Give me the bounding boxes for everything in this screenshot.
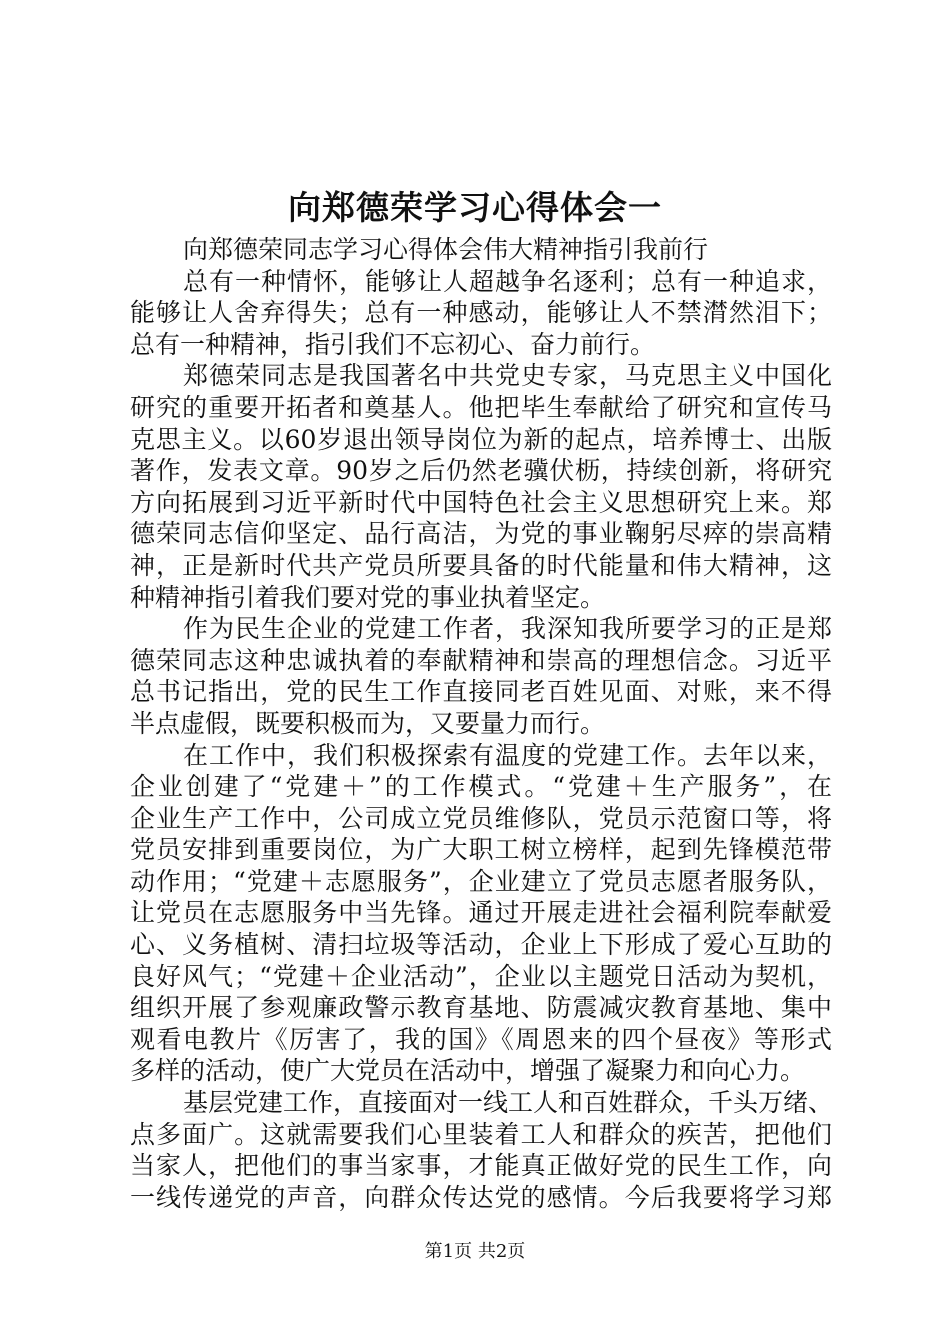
body-line: 党员安排到重要岗位，为广大职工树立榜样，起到先锋模范带 [130,835,832,865]
body-line: 心、义务植树、清扫垃圾等活动，企业上下形成了爱心互助的 [130,930,832,960]
body-line: 组织开展了参观廉政警示教育基地、防震减灾教育基地、集中 [130,993,832,1023]
body-line: 作为民生企业的党建工作者，我深知我所要学习的正是郑 [183,614,832,644]
body-line: 当家人，把他们的事当家事，才能真正做好党的民生工作，向 [130,1151,832,1181]
body-line: 方向拓展到习近平新时代中国特色社会主义思想研究上来。郑 [130,487,832,517]
body-line: 一线传递党的声音，向群众传达党的感情。今后我要将学习郑 [130,1182,832,1212]
body-line: 点多面广。这就需要我们心里装着工人和群众的疾苦，把他们 [130,1119,832,1149]
document-body [130,234,832,1213]
body-line: 动作用；“党建＋志愿服务”，企业建立了党员志愿者服务队， [130,866,832,896]
body-line: 种精神指引着我们要对党的事业执着坚定。 [130,582,606,612]
body-line: 克思主义。以60岁退出领导岗位为新的起点，培养博士、出版 [130,424,832,454]
body-line: 德荣同志信仰坚定、品行高洁，为党的事业鞠躬尽瘁的崇高精 [130,519,832,549]
body-line: 观看电教片《厉害了，我的国》《周恩来的四个昼夜》等形式 [130,1024,832,1054]
body-line: 德荣同志这种忠诚执着的奉献精神和崇高的理想信念。习近平 [130,645,832,675]
body-line: 总有一种精神，指引我们不忘初心、奋力前行。 [130,329,656,359]
body-line: 总有一种情怀，能够让人超越争名逐利；总有一种追求， [183,266,832,296]
body-line: 神，正是新时代共产党员所要具备的时代能量和伟大精神，这 [130,550,832,580]
body-line: 企业创建了“党建＋”的工作模式。“党建＋生产服务”，在 [130,772,832,802]
body-line: 半点虚假，既要积极而为，又要量力而行。 [130,708,606,738]
body-line: 总书记指出，党的民生工作直接同老百姓见面、对账，来不得 [130,677,832,707]
body-line: 让党员在志愿服务中当先锋。通过开展走进社会福利院奉献爱 [130,898,832,928]
body-line: 在工作中，我们积极探索有温度的党建工作。去年以来， [183,740,832,770]
body-line: 能够让人舍弃得失；总有一种感动，能够让人不禁潸然泪下； [130,298,832,328]
body-line: 良好风气；“党建＋企业活动”，企业以主题党日活动为契机， [130,961,832,991]
body-line: 多样的活动，使广大党员在活动中，增强了凝聚力和向心力。 [130,1056,806,1086]
body-line: 研究的重要开拓者和奠基人。他把毕生奉献给了研究和宣传马 [130,392,832,422]
document-title: 向郑德荣学习心得体会一 [288,188,662,227]
page-footer: 第1页 共2页 [424,1241,526,1262]
body-line: 向郑德荣同志学习心得体会伟大精神指引我前行 [183,235,709,264]
body-line: 著作，发表文章。90岁之后仍然老骥伏枥，持续创新，将研究 [130,456,832,486]
body-line: 基层党建工作，直接面对一线工人和百姓群众，千头万绪、 [183,1088,834,1118]
body-line: 企业生产工作中，公司成立党员维修队，党员示范窗口等，将 [130,803,832,833]
body-line: 郑德荣同志是我国著名中共党史专家，马克思主义中国化 [183,361,832,391]
